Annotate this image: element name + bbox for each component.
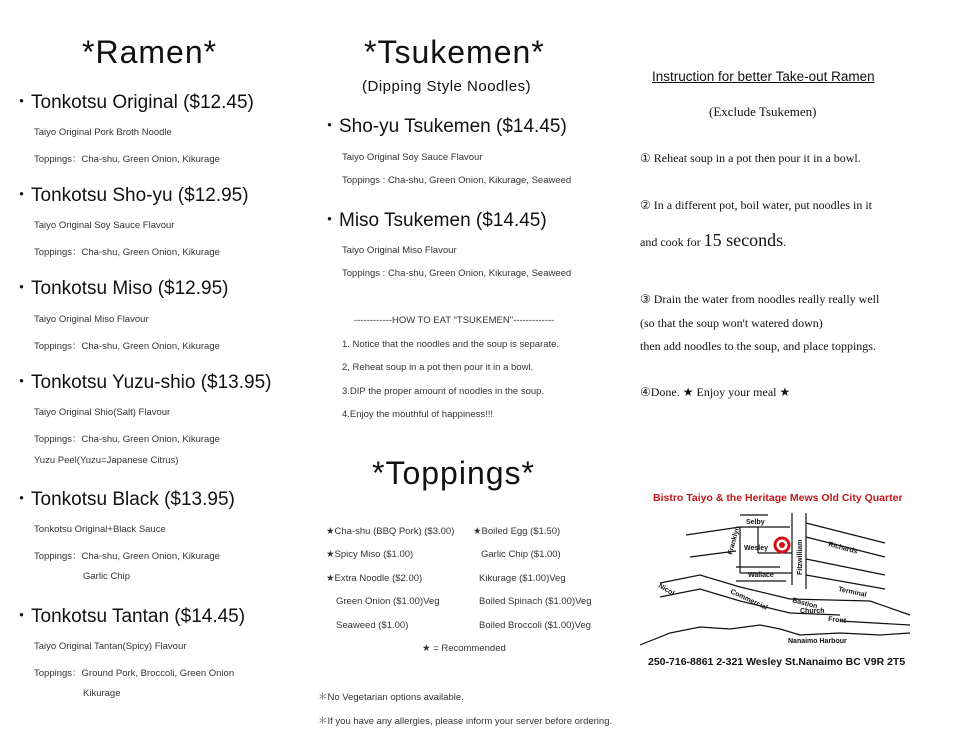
topping-item: Green Onion ($1.00)Veg bbox=[336, 596, 440, 607]
menu-item-desc: Taiyo Original Tantan(Spicy) Flavour bbox=[34, 641, 187, 652]
instruction-emphasis: 15 seconds bbox=[703, 230, 784, 250]
map-street-label: Wallace bbox=[748, 572, 774, 579]
menu-item-toppings: Toppings：Cha-shu, Green Onion, Kikurage bbox=[34, 247, 220, 258]
menu-item-name: ・Miso Tsukemen ($14.45) bbox=[320, 210, 547, 231]
instructions-title: Instruction for better Take-out Ramen bbox=[652, 69, 875, 84]
tsukemen-subtitle: (Dipping Style Noodles) bbox=[362, 78, 532, 95]
topping-item: ★Cha-shu (BBQ Pork) ($3.00) bbox=[326, 526, 455, 537]
map-street-label: Fitzwilliam bbox=[797, 539, 804, 575]
menu-item-name: ・Tonkotsu Sho-yu ($12.95) bbox=[12, 185, 249, 206]
topping-item: ★Boiled Egg ($1.50) bbox=[473, 526, 561, 537]
menu-item-extra: Yuzu Peel(Yuzu=Japanese Citrus) bbox=[34, 455, 179, 466]
menu-item-extra: Garlic Chip bbox=[83, 571, 130, 582]
menu-item-name: ・Tonkotsu Tantan ($14.45) bbox=[12, 606, 246, 627]
menu-item-extra: Kikurage bbox=[83, 688, 121, 699]
instruction-step bbox=[640, 230, 786, 251]
topping-item: ★Spicy Miso ($1.00) bbox=[326, 549, 414, 560]
topping-item: ★Extra Noodle ($2.00) bbox=[326, 573, 423, 584]
map-street-label: Nicol bbox=[657, 582, 676, 598]
menu-item-desc: Taiyo Original Miso Flavour bbox=[34, 314, 149, 325]
menu-item-desc: Taiyo Original Pork Broth Noodle bbox=[34, 127, 172, 138]
menu-item-toppings: Toppings：Cha-shu, Green Onion, Kikurage bbox=[34, 434, 220, 445]
topping-item: Kikurage ($1.00)Veg bbox=[479, 573, 566, 584]
note: ＊No Vegetarian options available. bbox=[318, 692, 464, 703]
menu-item-desc: Taiyo Original Miso Flavour bbox=[342, 245, 457, 256]
menu-item-toppings: Toppings : Cha-shu, Green Onion, Kikurage, Seaweed bbox=[342, 268, 572, 279]
instructions-subtitle: (Exclude Tsukemen) bbox=[709, 104, 817, 119]
street-map bbox=[640, 505, 925, 650]
recommended-legend: ★ = Recommended bbox=[422, 643, 506, 654]
map-street-label: Bastion bbox=[791, 597, 819, 611]
menu-item-toppings: Toppings：Cha-shu, Green Onion, Kikurage bbox=[34, 341, 220, 352]
how-to-step: 4.Enjoy the mouthful of happiness!!! bbox=[342, 409, 494, 420]
how-to-eat-header: ------------HOW TO EAT "TSUKEMEN"------------- bbox=[354, 315, 555, 326]
map-street-label: Nanaimo Harbour bbox=[788, 638, 847, 645]
map-street-label: Franklyn bbox=[727, 525, 742, 556]
instruction-step: then add noodles to the soup, and place toppings. bbox=[640, 339, 876, 353]
how-to-step: 1. Notice that the noodles and the soup is separate. bbox=[342, 339, 560, 350]
how-to-step: 2, Reheat soup in a pot then pour it in a bowl. bbox=[342, 362, 534, 373]
map-street-label: Wesley bbox=[744, 545, 768, 552]
map-street-label: Terminal bbox=[837, 586, 868, 599]
menu-item-desc: Taiyo Original Soy Sauce Flavour bbox=[34, 220, 175, 231]
toppings-title: *Toppings* bbox=[372, 455, 535, 491]
map-street-label: Church bbox=[800, 608, 825, 615]
map-street-label: Front bbox=[827, 616, 847, 625]
menu-item-name: ・Tonkotsu Black ($13.95) bbox=[12, 489, 235, 510]
menu-item-desc: Taiyo Original Shio(Salt) Flavour bbox=[34, 407, 171, 418]
menu-item-desc: Taiyo Original Soy Sauce Flavour bbox=[342, 152, 483, 163]
menu-item-name: ・Tonkotsu Miso ($12.95) bbox=[12, 278, 229, 299]
note: ＊If you have any allergies, please inform your server before ordering. bbox=[318, 716, 613, 727]
map-street-label: Richards bbox=[827, 541, 859, 556]
topping-item: Boiled Broccoli ($1.00)Veg bbox=[479, 620, 591, 631]
menu-item-toppings: Toppings：Ground Pork, Broccoli, Green Onion bbox=[34, 668, 235, 679]
instruction-step: (so that the soup won't watered down) bbox=[640, 316, 823, 330]
contact-info: 250-716-8861 2-321 Wesley St.Nanaimo BC V9R 2T5 bbox=[648, 656, 906, 668]
ramen-title: *Ramen* bbox=[82, 34, 218, 70]
tsukemen-title: *Tsukemen* bbox=[364, 34, 545, 70]
menu-item-name: ・Tonkotsu Original ($12.45) bbox=[12, 92, 254, 113]
topping-item: Garlic Chip ($1.00) bbox=[481, 549, 561, 560]
topping-item: Seaweed ($1.00) bbox=[336, 620, 409, 631]
menu-item-toppings: Toppings : Cha-shu, Green Onion, Kikurage, Seaweed bbox=[342, 175, 572, 186]
instruction-text: . bbox=[783, 235, 787, 249]
instruction-step: ④Done. ★ Enjoy your meal ★ bbox=[640, 385, 791, 399]
map-street-label: Selby bbox=[746, 519, 765, 526]
menu-item-toppings: Toppings：Cha-shu, Green Onion, Kikurage bbox=[34, 154, 220, 165]
instruction-step: ③ Drain the water from noodles really really well bbox=[640, 292, 880, 306]
menu-item-name: ・Sho-yu Tsukemen ($14.45) bbox=[320, 116, 567, 137]
map-title: Bistro Taiyo & the Heritage Mews Old City Quarter bbox=[653, 492, 903, 504]
topping-item: Boiled Spinach ($1.00)Veg bbox=[479, 596, 592, 607]
map-street-label: Commercial bbox=[729, 588, 769, 612]
menu-item-toppings: Toppings：Cha-shu, Green Onion, Kikurage bbox=[34, 551, 220, 562]
instruction-text: and cook for bbox=[640, 235, 701, 249]
instruction-step: ② In a different pot, boil water, put noodles in it bbox=[640, 198, 873, 212]
how-to-step: 3.DIP the proper amount of noodles in the soup. bbox=[342, 386, 545, 397]
menu-item-desc: Tonkotsu Original+Black Sauce bbox=[34, 524, 166, 535]
instruction-step: ① Reheat soup in a pot then pour it in a bowl. bbox=[640, 151, 861, 165]
menu-item-name: ・Tonkotsu Yuzu-shio ($13.95) bbox=[12, 372, 272, 393]
